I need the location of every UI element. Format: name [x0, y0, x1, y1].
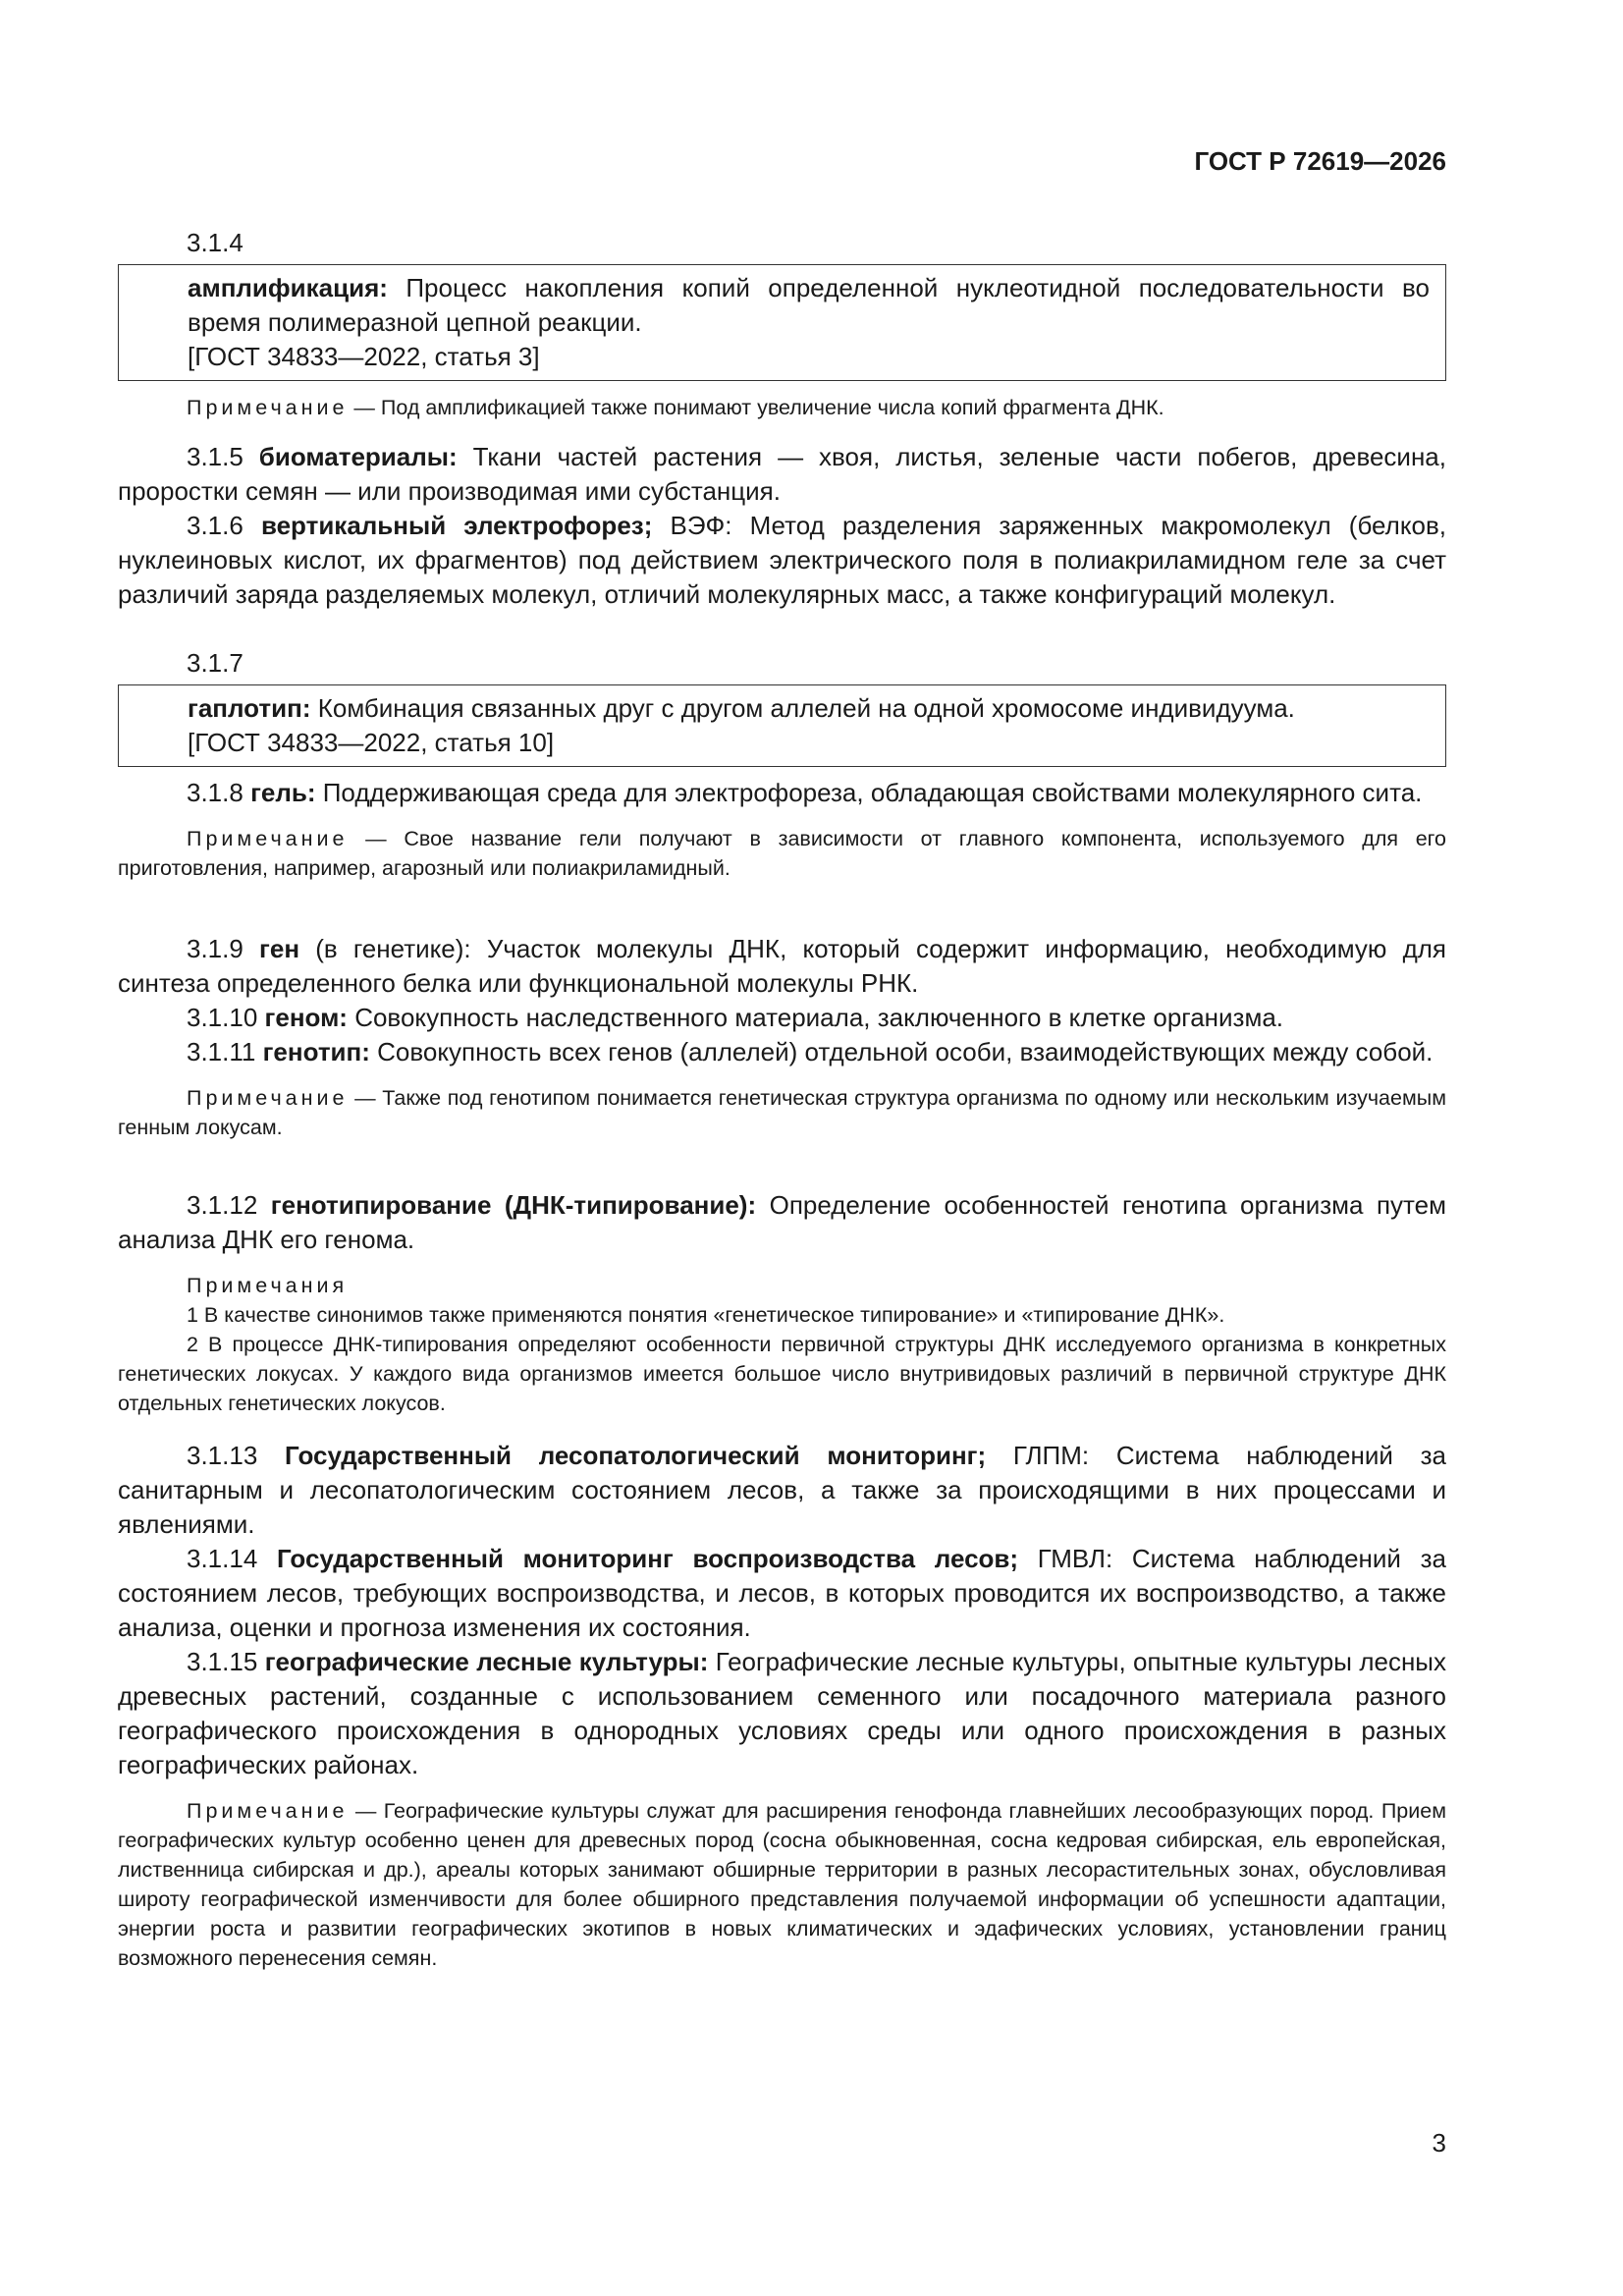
note-label: Примечание [187, 396, 349, 419]
note-text: — Также под генотипом понимается генетическая структура организма по одному или нескольким изучаемым генным локусам. [118, 1086, 1446, 1139]
notes-label: Примечания [187, 1274, 349, 1297]
term-name: амплификация: [188, 273, 388, 302]
term-text: Поддерживающая среда для электрофореза, обладающая свойствами молекулярного сита. [315, 778, 1423, 807]
term-number: 3.1.7 [187, 648, 243, 678]
term-name: биоматериалы: [258, 442, 458, 471]
term-number: 3.1.9 [187, 934, 243, 963]
document-code: ГОСТ Р 72619—2026 [1194, 146, 1446, 176]
term-number: 3.1.4 [187, 228, 243, 257]
term-text: Ткани частей растения — хвоя, листья, зеленые части побегов, древесина, проростки семян — или производимая ими субстанция. [118, 442, 1446, 506]
term-definition [188, 691, 1430, 726]
term-3-1-8 [118, 776, 1446, 883]
note-label: Примечание [187, 1086, 349, 1110]
term-3-1-7 [118, 646, 1446, 767]
term-number: 3.1.10 [187, 1003, 258, 1032]
term-name: гаплотип: [188, 693, 311, 723]
term-name: вертикальный электрофорез; [260, 511, 653, 540]
term-name: ген [259, 934, 300, 963]
term-name: Государственный лесопатологический мониторинг; [285, 1441, 987, 1470]
term-number: 3.1.8 [187, 778, 243, 807]
term-number: 3.1.5 [187, 442, 243, 471]
term-3-1-14 [118, 1542, 1446, 1645]
term-text: Совокупность всех генов (аллелей) отдельной особи, взаимодействующих между собой. [369, 1037, 1434, 1066]
term-number: 3.1.12 [187, 1190, 258, 1220]
terms-3-1-13-to-3-1-15 [118, 1439, 1446, 1973]
note-label: Примечание [187, 827, 349, 850]
term-note [118, 824, 1446, 883]
term-text: ВЭФ: Метод разделения заряженных макромолекул (белков, нуклеиновых кислот, их фрагментов) под действием электрического поля в полиакриламидном геле за счет различий заряда разделяемых молекул, отличий молекулярных масс, а также конфигураций молекул. [118, 511, 1446, 609]
term-number: 3.1.6 [187, 511, 243, 540]
term-3-1-11 [118, 1035, 1446, 1069]
term-text: Процесс накопления копий определенной нуклеотидной последовательности во время полимеразной цепной реакции. [188, 273, 1430, 337]
term-text: ГМВЛ: Система наблюдений за состоянием лесов, требующих воспроизводства, и лесов, в которых проводится их воспроизводство, а также анализа, оценки и прогноза изменения их состояния. [118, 1544, 1447, 1642]
terms-3-1-9-to-3-1-11 [118, 932, 1446, 1142]
term-note [118, 1083, 1446, 1142]
term-text: Участок молекулы ДНК, который содержит информацию, необходимую для синтеза определенного белка или функциональной молекулы РНК. [118, 934, 1446, 998]
term-name: геном: [264, 1003, 348, 1032]
term-box [118, 264, 1446, 381]
term-definition [188, 271, 1430, 340]
term-name: генотипирование (ДНК-типирование): [270, 1190, 757, 1220]
term-number: 3.1.13 [187, 1441, 258, 1470]
term-3-1-5 [118, 440, 1446, 509]
term-name: генотип: [262, 1037, 370, 1066]
page-number: 3 [1432, 2128, 1446, 2158]
term-definition [118, 1188, 1446, 1257]
term-3-1-13 [118, 1439, 1446, 1542]
term-text: Географические лесные культуры, опытные культуры лесных древесных растений, созданные с использованием семенного или посадочного материала разного географического происхождения в однородных условиях среды или одного происхождения в разных географических районах. [118, 1647, 1446, 1779]
term-number: 3.1.15 [187, 1647, 258, 1676]
term-reference: [ГОСТ 34833—2022, статья 10] [188, 728, 555, 757]
term-name: гель: [250, 778, 316, 807]
term-name: географические лесные культуры: [264, 1647, 709, 1676]
term-text: Комбинация связанных друг с другом аллелей на одной хромосоме индивидуума. [310, 693, 1295, 723]
note-label: Примечание [187, 1799, 349, 1823]
terms-3-1-5-to-3-1-6 [118, 440, 1446, 612]
term-name: Государственный мониторинг воспроизводства лесов; [276, 1544, 1019, 1573]
document-page [118, 0, 1446, 2296]
term-box [118, 684, 1446, 767]
term-number: 3.1.11 [187, 1037, 256, 1066]
note-2: 2 В процессе ДНК-типирования определяют особенности первичной структуры ДНК исследуемого организма в конкретных генетических локусах. У каждого вида организмов имеется большое число внутривидовых различий в первичной структуре ДНК отдельных генетических локусов. [118, 1333, 1446, 1415]
term-3-1-10 [118, 1001, 1446, 1035]
note-text: — Под амплификацией также понимают увеличение числа копий фрагмента ДНК. [348, 396, 1164, 419]
term-suffix: (в генетике): [299, 934, 471, 963]
term-3-1-4 [118, 226, 1446, 422]
term-3-1-12 [118, 1188, 1446, 1418]
note-1: 1 В качестве синонимов также применяются понятия «генетическое типирование» и «типирование ДНК». [187, 1303, 1225, 1327]
term-3-1-15 [118, 1645, 1446, 1782]
term-note [118, 1796, 1446, 1973]
note-text: — Свое название гели получают в зависимости от главного компонента, используемого для его приготовления, например, агарозный или полиакриламидный. [118, 827, 1446, 880]
term-reference: [ГОСТ 34833—2022, статья 3] [188, 342, 540, 371]
term-text: Определение особенностей генотипа организма путем анализа ДНК его генома. [118, 1190, 1446, 1254]
note-text: — Географические культуры служат для расширения генофонда главнейших лесообразующих пород. Прием географических культур особенно ценен для древесных пород (сосна обыкновенная, сосна кедровая сибирская, ель европейская, лиственница сибирская и др.), ареалы которых занимают обширные территории в разных лесорастительных зонах, обусловливая широту географической изменчивости для более обширного представления получаемой информации об успешности адаптации, энергии роста и развитии географических экотипов в новых климатических и эдафических условиях, установлении границ возможного перенесения семян. [118, 1799, 1446, 1970]
term-3-1-6 [118, 509, 1446, 612]
term-text: Совокупность наследственного материала, заключенного в клетке организма. [347, 1003, 1284, 1032]
term-3-1-9 [118, 932, 1446, 1001]
term-text: ГЛПМ: Система наблюдений за санитарным и лесопатологическим состоянием лесов, а также за происходящими в них процессами и явлениями. [118, 1441, 1446, 1539]
term-note [118, 393, 1446, 422]
term-definition [118, 776, 1446, 810]
term-number: 3.1.14 [187, 1544, 258, 1573]
